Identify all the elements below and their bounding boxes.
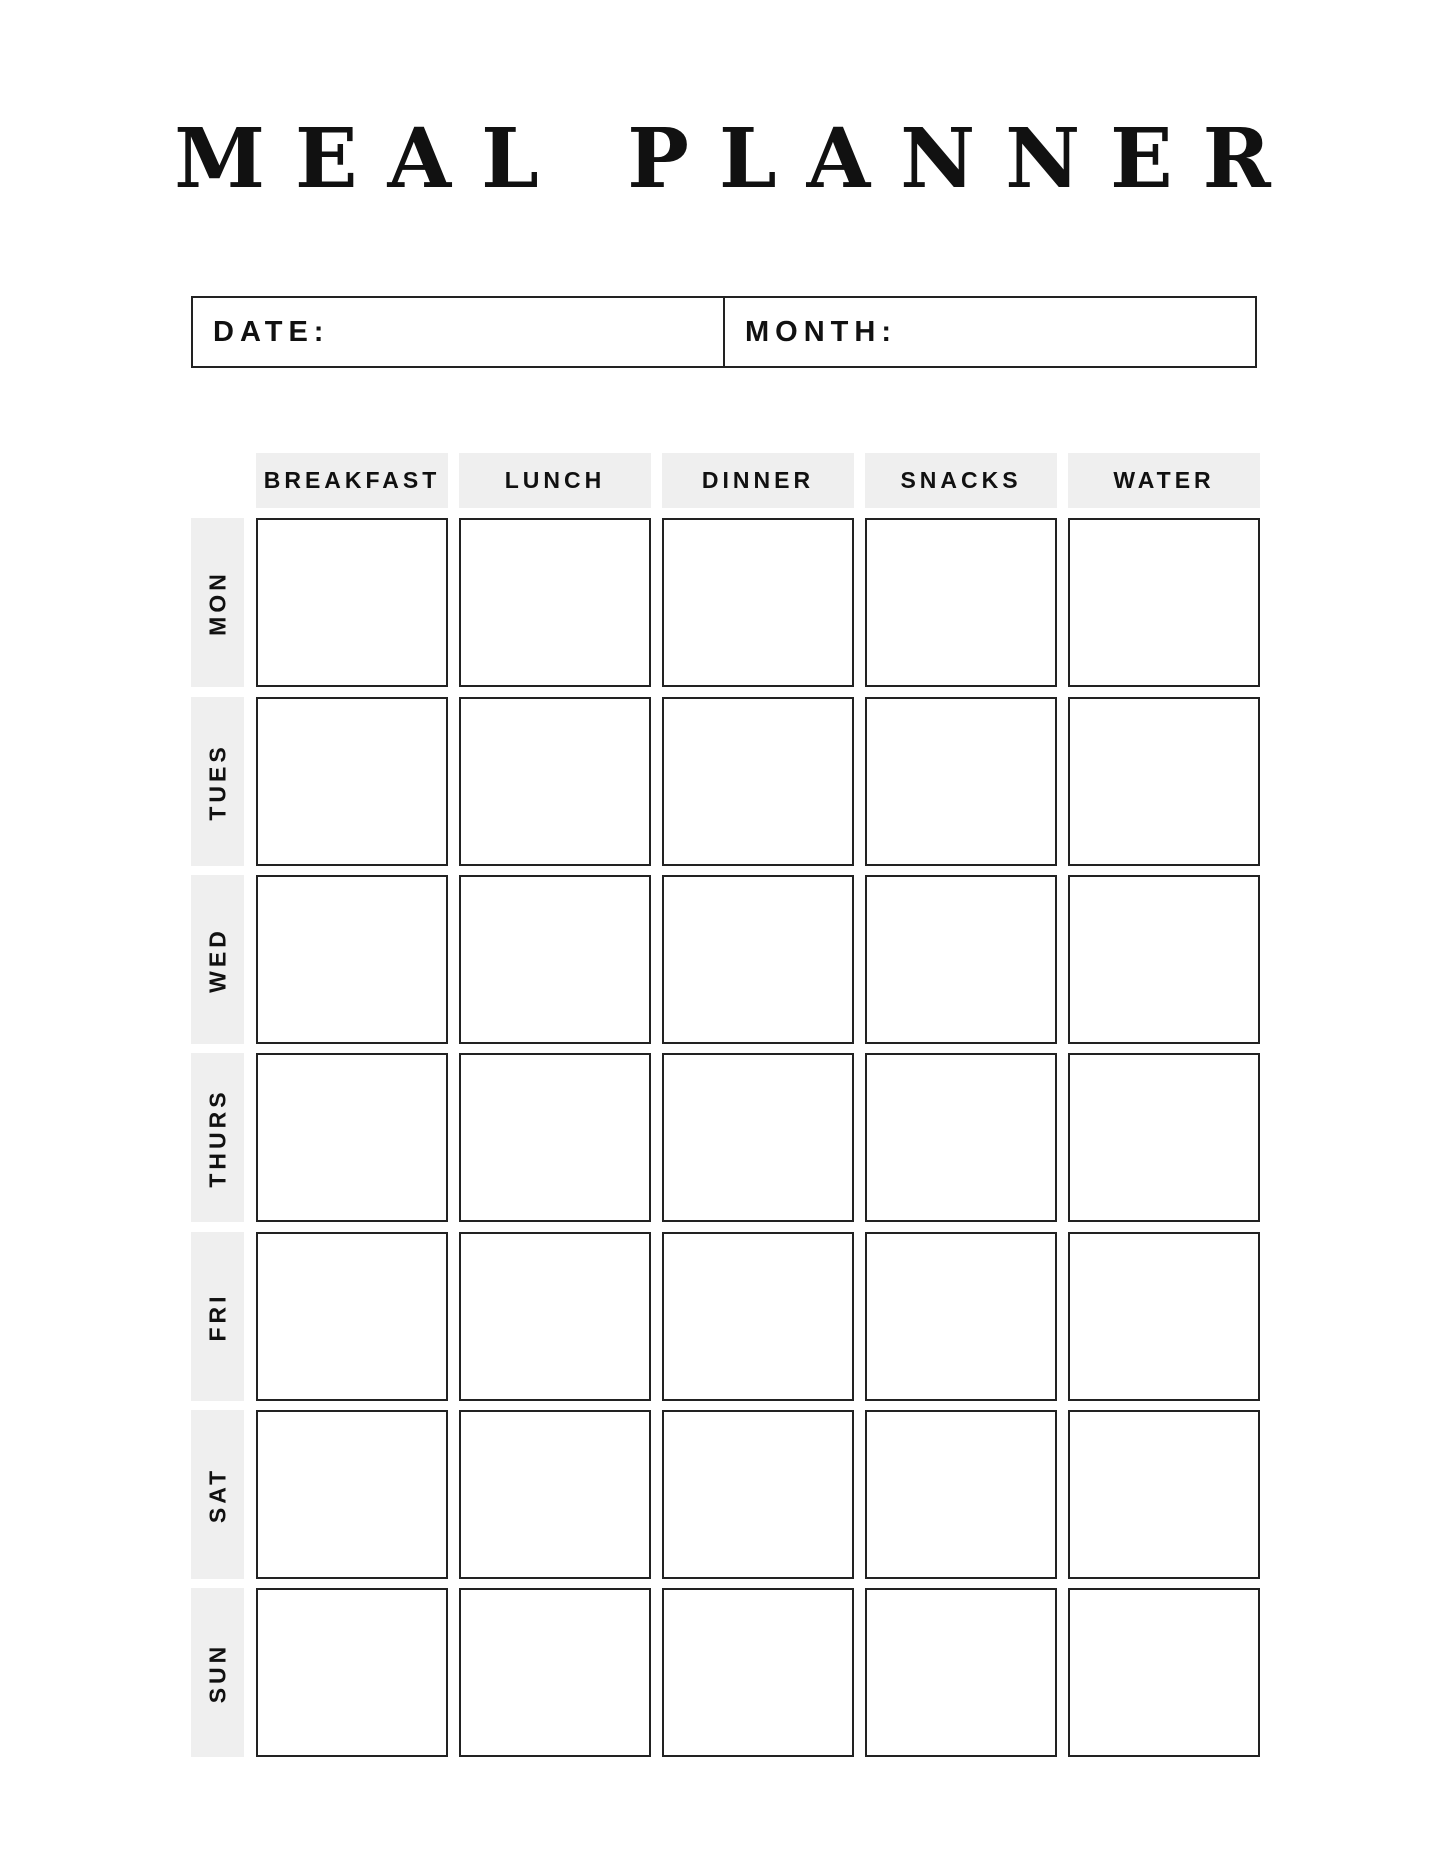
cell-fri-breakfast[interactable]	[256, 1232, 448, 1401]
day-label-wed	[191, 875, 244, 1044]
day-label-sat	[191, 1410, 244, 1579]
column-header-lunch: LUNCH	[459, 453, 651, 508]
cell-sat-lunch[interactable]	[459, 1410, 651, 1579]
day-text: THURS	[204, 1087, 230, 1188]
cell-fri-snacks[interactable]	[865, 1232, 1057, 1401]
cell-sun-snacks[interactable]	[865, 1588, 1057, 1757]
cell-sun-lunch[interactable]	[459, 1588, 651, 1757]
cell-sat-dinner[interactable]	[662, 1410, 854, 1579]
cell-sat-breakfast[interactable]	[256, 1410, 448, 1579]
date-label: DATE:	[213, 315, 330, 348]
day-label-tues	[191, 697, 244, 866]
day-label-mon	[191, 518, 244, 687]
day-text: SUN	[204, 1642, 230, 1703]
date-field[interactable]	[193, 298, 723, 366]
column-header-dinner: DINNER	[662, 453, 854, 508]
cell-thurs-dinner[interactable]	[662, 1053, 854, 1222]
day-text: TUES	[204, 742, 230, 821]
day-text: SAT	[204, 1466, 230, 1523]
cell-mon-lunch[interactable]	[459, 518, 651, 687]
cell-thurs-water[interactable]	[1068, 1053, 1260, 1222]
cell-wed-dinner[interactable]	[662, 875, 854, 1044]
cell-mon-snacks[interactable]	[865, 518, 1057, 687]
cell-wed-lunch[interactable]	[459, 875, 651, 1044]
cell-sat-snacks[interactable]	[865, 1410, 1057, 1579]
cell-thurs-lunch[interactable]	[459, 1053, 651, 1222]
page-title: MEAL PLANNER	[174, 111, 1301, 207]
day-label-fri	[191, 1232, 244, 1401]
cell-sun-water[interactable]	[1068, 1588, 1260, 1757]
column-header-snacks: SNACKS	[865, 453, 1057, 508]
day-text: MON	[204, 569, 230, 636]
cell-thurs-snacks[interactable]	[865, 1053, 1057, 1222]
day-label-thurs	[191, 1053, 244, 1222]
cell-tues-water[interactable]	[1068, 697, 1260, 866]
cell-sun-dinner[interactable]	[662, 1588, 854, 1757]
day-label-sun	[191, 1588, 244, 1757]
cell-mon-water[interactable]	[1068, 518, 1260, 687]
cell-tues-breakfast[interactable]	[256, 697, 448, 866]
cell-tues-snacks[interactable]	[865, 697, 1057, 866]
cell-fri-water[interactable]	[1068, 1232, 1260, 1401]
cell-wed-breakfast[interactable]	[256, 875, 448, 1044]
day-text: FRI	[204, 1291, 230, 1342]
cell-sat-water[interactable]	[1068, 1410, 1260, 1579]
cell-sun-breakfast[interactable]	[256, 1588, 448, 1757]
column-header-breakfast: BREAKFAST	[256, 453, 448, 508]
month-label: MONTH:	[745, 315, 897, 348]
cell-tues-lunch[interactable]	[459, 697, 651, 866]
cell-tues-dinner[interactable]	[662, 697, 854, 866]
cell-mon-dinner[interactable]	[662, 518, 854, 687]
cell-mon-breakfast[interactable]	[256, 518, 448, 687]
cell-fri-dinner[interactable]	[662, 1232, 854, 1401]
cell-thurs-breakfast[interactable]	[256, 1053, 448, 1222]
date-month-box	[191, 296, 1257, 368]
column-header-water: WATER	[1068, 453, 1260, 508]
cell-wed-water[interactable]	[1068, 875, 1260, 1044]
cell-wed-snacks[interactable]	[865, 875, 1057, 1044]
day-text: WED	[204, 926, 230, 993]
month-field[interactable]	[723, 298, 1255, 366]
cell-fri-lunch[interactable]	[459, 1232, 651, 1401]
